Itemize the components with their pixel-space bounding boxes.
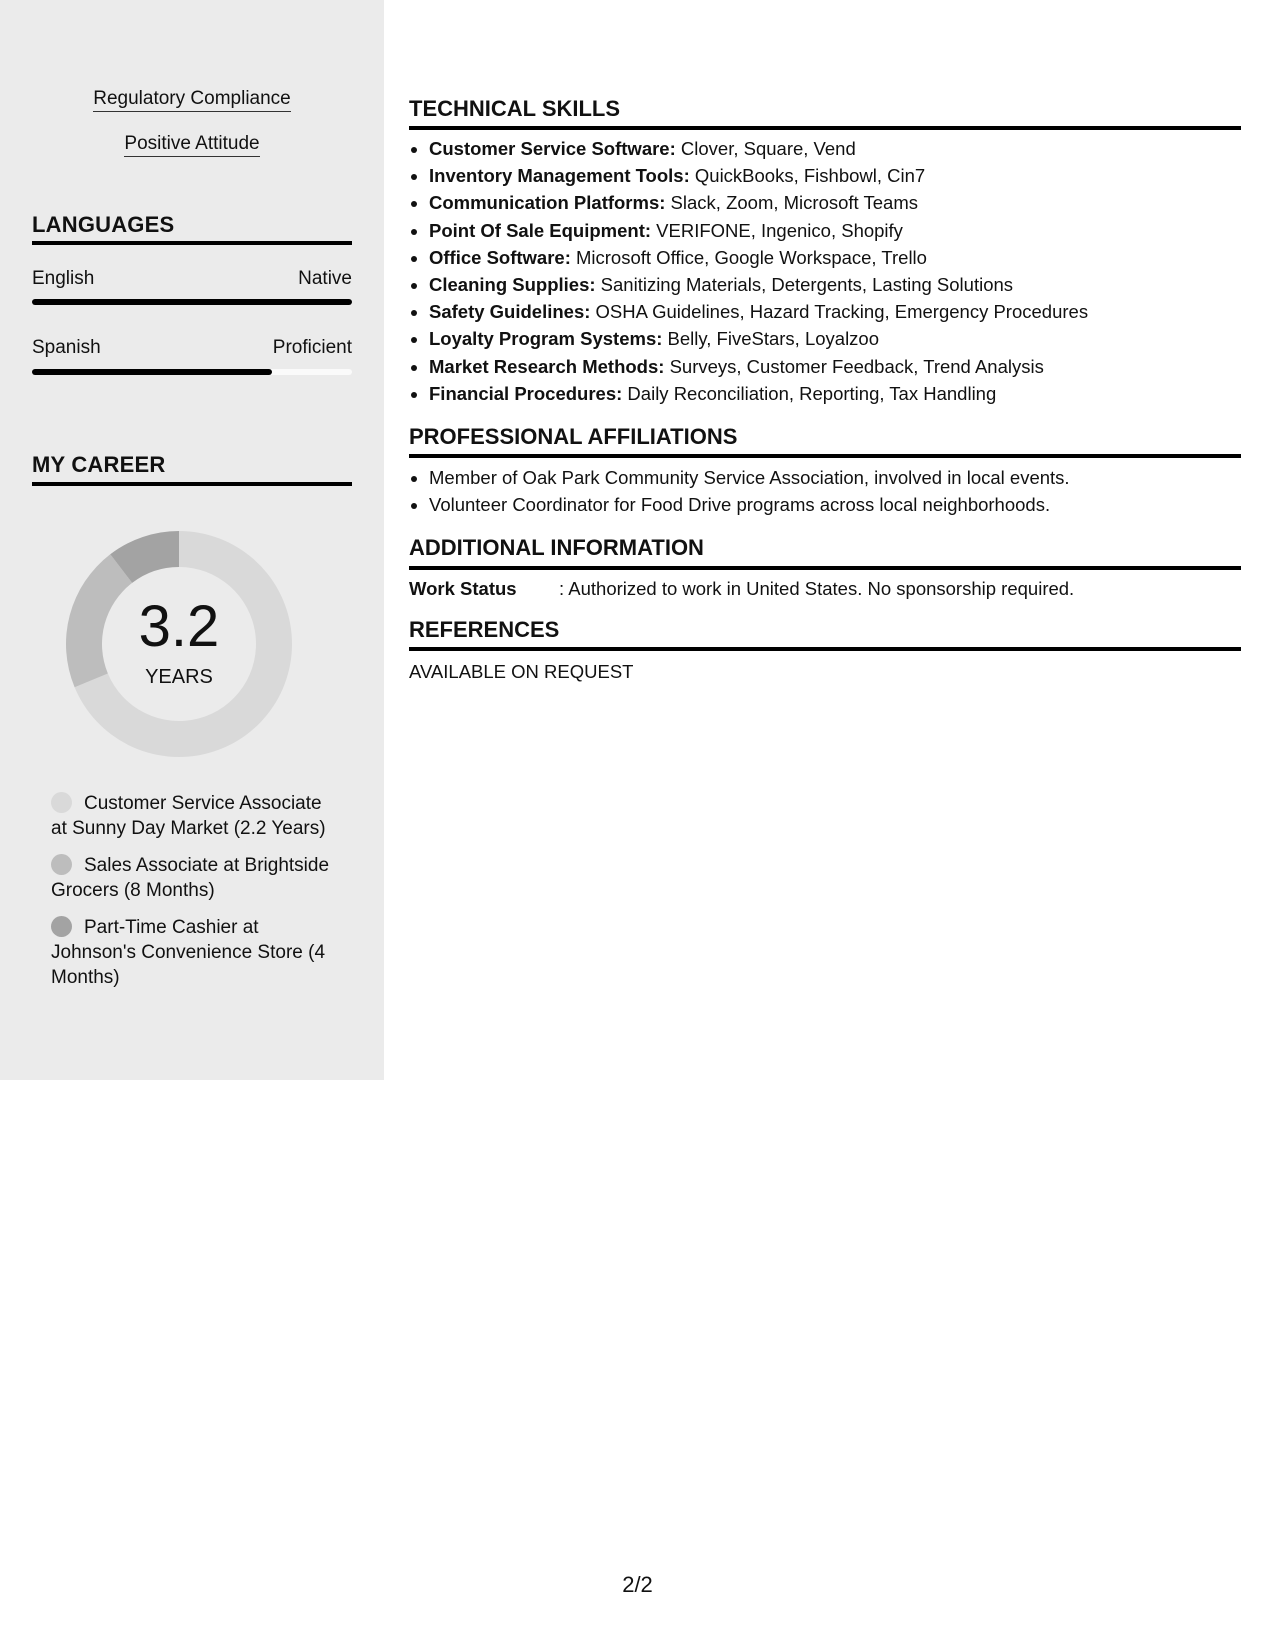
skill-tag: Positive Attitude: [0, 133, 384, 155]
list-item: • Market Research Methods: Surveys, Customer Feedback, Trend Analysis: [429, 353, 1261, 380]
language-row: [32, 337, 352, 359]
technical-skills-list: [409, 135, 1261, 407]
list-item: • Inventory Management Tools: QuickBooks, Fishbowl, Cin7: [429, 162, 1261, 189]
list-item: • Member of Oak Park Community Service Association, involved in local events.: [429, 464, 1261, 491]
references-heading: REFERENCES: [409, 617, 560, 642]
list-item: • Cleaning Supplies: Sanitizing Materials, Detergents, Lasting Solutions: [429, 271, 1261, 298]
affiliations-list: [409, 464, 1261, 518]
heading-rule: [409, 126, 1241, 130]
legend-dot: [51, 854, 72, 875]
heading-rule: [409, 647, 1241, 651]
language-bar: [32, 299, 352, 305]
languages-heading: LANGUAGES: [32, 212, 175, 237]
list-item: • Financial Procedures: Daily Reconciliation, Reporting, Tax Handling: [429, 380, 1261, 407]
list-item: • Customer Service Software: Clover, Square, Vend: [429, 135, 1261, 162]
additional-info-heading: ADDITIONAL INFORMATION: [409, 535, 704, 560]
career-legend-item: Customer Service Associate at Sunny Day Market (2.2 Years): [51, 793, 326, 839]
legend-dot: [51, 916, 72, 937]
career-legend-item: Sales Associate at Brightside Grocers (8 Months): [51, 855, 330, 901]
language-name: Spanish: [32, 337, 101, 358]
page-number: 2/2: [622, 1572, 653, 1597]
career-heading: MY CAREER: [32, 452, 166, 477]
work-status-row: [409, 578, 1241, 600]
references-text: AVAILABLE ON REQUEST: [409, 661, 634, 682]
language-level: Proficient: [272, 337, 352, 358]
affiliations-heading: PROFESSIONAL AFFILIATIONS: [409, 424, 738, 449]
list-item: • Communication Platforms: Slack, Zoom, Microsoft Teams: [429, 189, 1261, 216]
list-item: • Volunteer Coordinator for Food Drive programs across local neighborhoods.: [429, 491, 1261, 518]
language-bar: [32, 369, 352, 375]
language-bar-fill: [32, 369, 272, 375]
career-legend-item: Part-Time Cashier at Johnson's Convenience Store (4 Months): [51, 917, 326, 988]
list-item: • Office Software: Microsoft Office, Google Workspace, Trello: [429, 244, 1261, 271]
language-name: English: [32, 268, 95, 289]
skill-tag: Regulatory Compliance: [0, 88, 384, 110]
list-item: • Point Of Sale Equipment: VERIFONE, Ingenico, Shopify: [429, 217, 1261, 244]
language-row: [32, 268, 352, 290]
list-item: • Safety Guidelines: OSHA Guidelines, Hazard Tracking, Emergency Procedures: [429, 298, 1261, 325]
heading-rule: [409, 566, 1241, 570]
heading-rule: [32, 482, 352, 486]
technical-skills-heading: TECHNICAL SKILLS: [409, 96, 621, 121]
heading-rule: [32, 241, 352, 245]
work-status-label: Work Status: [409, 578, 517, 599]
work-status-value: : Authorized to work in United States. No sponsorship required.: [559, 578, 1075, 599]
language-level: Native: [298, 268, 352, 289]
career-total-value: 3.2: [138, 594, 220, 659]
legend-dot: [51, 792, 72, 813]
career-total-unit: YEARS: [145, 666, 213, 688]
sidebar: [0, 0, 384, 1080]
list-item: • Loyalty Program Systems: Belly, FiveStars, Loyalzoo: [429, 325, 1261, 352]
language-bar-fill: [32, 299, 352, 305]
heading-rule: [409, 454, 1241, 458]
